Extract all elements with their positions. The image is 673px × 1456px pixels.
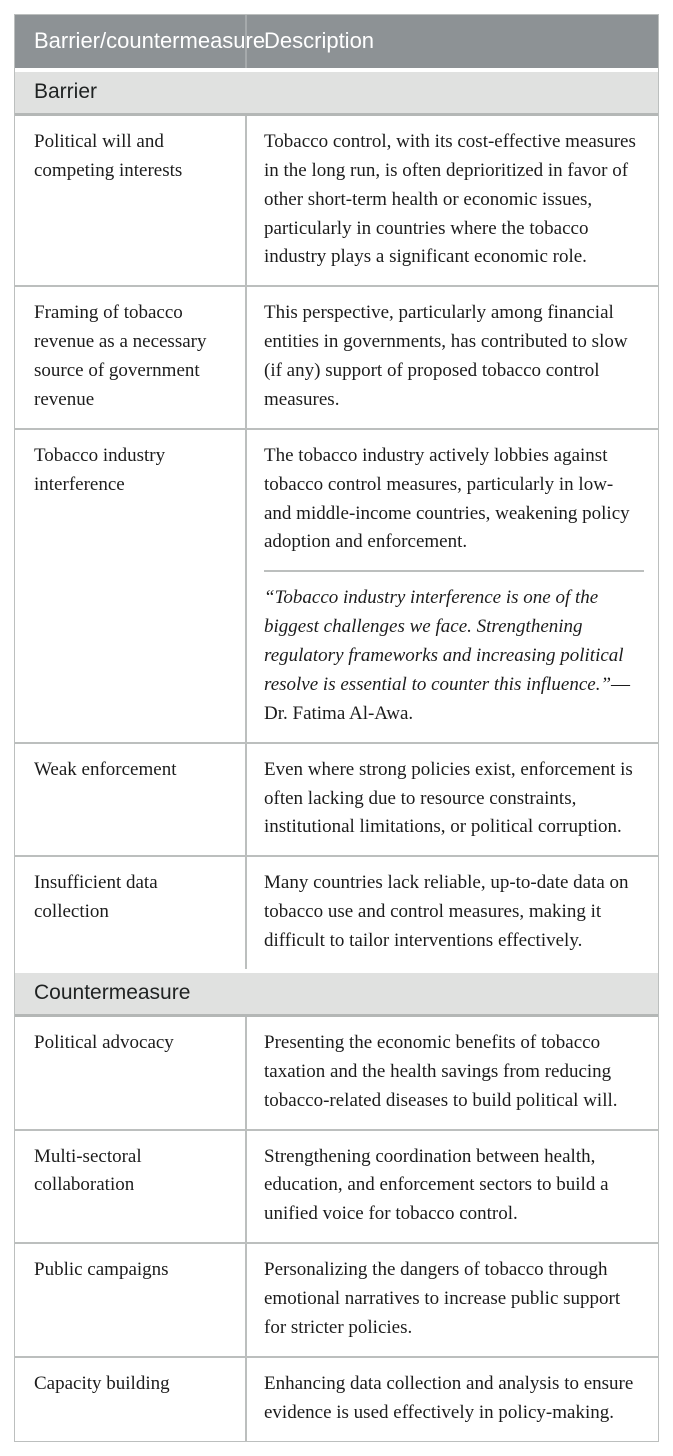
row-label: Tobacco industry interference — [34, 444, 166, 495]
row-description-cell — [245, 287, 658, 428]
table-row — [15, 428, 658, 742]
description-text: Presenting the economic benefits of tobacco taxation and the health savings from reducing tobacco-related diseases to build political will. — [264, 1031, 618, 1111]
description-text: Strengthening coordination between health, education, and enforcement sectors to build a unified voice for tobacco control. — [264, 1145, 609, 1225]
table-row — [15, 742, 658, 856]
section-header — [15, 969, 658, 1017]
table-row — [15, 116, 658, 285]
column-header-description: Description — [245, 15, 658, 68]
barrier-countermeasure-table — [14, 14, 659, 1442]
row-label: Public campaigns — [34, 1259, 169, 1281]
row-description-cell — [245, 1358, 658, 1441]
row-description-cell — [245, 1244, 658, 1356]
row-label: Multi-sectoral collaboration — [34, 1145, 142, 1196]
description-text: Enhancing data collection and analysis to ensure evidence is used effectively in policy-making. — [264, 1372, 634, 1423]
row-label: Insufficient data collection — [34, 872, 158, 923]
section-title: Countermeasure — [34, 980, 191, 1004]
description-text: Even where strong policies exist, enforcement is often lacking due to resource constraints, institutional limitations, or political corruption. — [264, 758, 633, 838]
description-text: The tobacco industry actively lobbies against tobacco control measures, particularly in low- and middle-income countries, weakening policy adoption and enforcement. — [264, 444, 630, 553]
quote-attribution: —Dr. Fatima Al-Awa. — [264, 673, 631, 724]
page — [0, 14, 673, 1442]
row-label: Political advocacy — [34, 1031, 174, 1053]
section-header — [15, 68, 658, 116]
section-title: Barrier — [34, 79, 98, 103]
description-text: This perspective, particularly among financial entities in governments, has contributed to slow (if any) support of proposed tobacco control measures. — [264, 302, 628, 410]
row-label: Weak enforcement — [34, 758, 177, 780]
table-row — [15, 1242, 658, 1356]
description-text: Many countries lack reliable, up-to-date data on tobacco use and control measures, making it difficult to tailor interventions effectively. — [264, 872, 629, 952]
row-description-cell — [245, 1017, 658, 1129]
row-description-cell — [245, 744, 658, 856]
expert-quote — [264, 570, 644, 728]
description-text: Tobacco control, with its cost-effective measures in the long run, is often deprioritized in favor of other short-term health or economic issues, particularly in countries where the tobacco industry plays a significant economic role. — [264, 130, 636, 268]
table-header-row — [15, 15, 658, 68]
row-description-cell — [245, 116, 658, 285]
row-description-cell — [245, 857, 658, 969]
row-label: Political will and competing interests — [34, 130, 183, 181]
row-description-cell — [245, 1131, 658, 1243]
row-description-cell — [245, 430, 658, 742]
column-header-barrier-countermeasure: Barrier/countermeasure — [34, 28, 266, 53]
quote-text: “Tobacco industry interference is one of the biggest challenges we face. Strengthening regulatory frameworks and increasing political resolve is essential to counter this influence.” — [264, 587, 624, 695]
table-row — [15, 285, 658, 428]
table-row — [15, 1129, 658, 1243]
table-row — [15, 1017, 658, 1129]
table-body — [15, 68, 658, 1441]
table-row — [15, 1356, 658, 1441]
description-text: Personalizing the dangers of tobacco through emotional narratives to increase public support for stricter policies. — [264, 1259, 621, 1338]
row-label: Framing of tobacco revenue as a necessary source of government revenue — [34, 302, 207, 410]
table-row — [15, 855, 658, 969]
row-label: Capacity building — [34, 1372, 170, 1394]
